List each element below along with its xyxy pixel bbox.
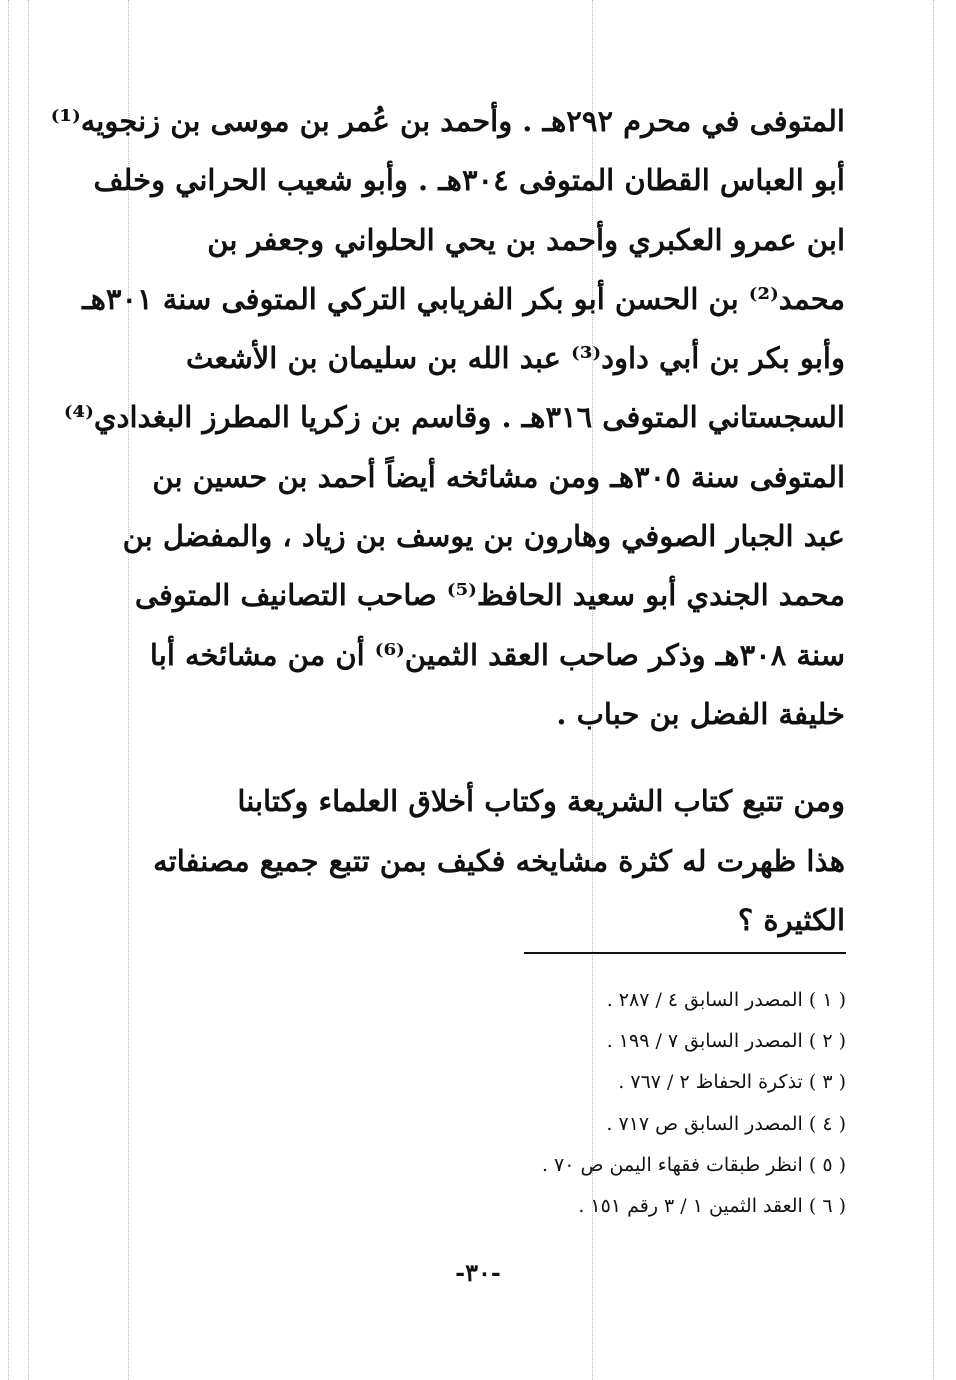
page-body xyxy=(50,92,845,950)
footnotes-list xyxy=(326,980,846,1227)
text-line: هذا ظهرت له كثرة مشايخه فكيف بمن تتبع جميع مصنفاته xyxy=(153,843,845,878)
footnote-item: ( ٤ ) المصدر السابق ص ٧١٧ . xyxy=(606,1112,846,1135)
page-number: -٣٠- xyxy=(455,1258,501,1287)
footnote-item: ( ٢ ) المصدر السابق ٧ / ١٩٩ . xyxy=(606,1030,846,1053)
text-line: ومن تتبع كتاب الشريعة وكتاب أخلاق العلماء وكتابنا xyxy=(237,784,845,819)
footnote-item: ( ٣ ) تذكرة الحفاظ ٢ / ٧٦٧ . xyxy=(618,1071,846,1094)
text-line: ابن عمرو العكبري وأحمد بن يحي الحلواني وجعفر بن xyxy=(207,222,845,257)
text-line: محمد الجندي أبو سعيد الحافظ⁽⁵⁾ صاحب التصانيف المتوفى xyxy=(134,578,845,613)
text-line: سنة ٣٠٨هـ وذكر صاحب العقد الثمين⁽⁶⁾ أن من مشائخه أبا xyxy=(149,637,845,672)
text-line: السجستاني المتوفى ٣١٦هـ . وقاسم بن زكريا المطرز البغدادي⁽⁴⁾ xyxy=(63,400,845,435)
footnote-item: ( ٥ ) انظر طبقات فقهاء اليمن ص ٧٠ . xyxy=(541,1153,846,1176)
paragraph-2 xyxy=(120,772,845,950)
paragraph-1 xyxy=(50,92,845,744)
footnote-item: ( ١ ) المصدر السابق ٤ / ٢٨٧ . xyxy=(606,989,846,1011)
scan-artifact-line xyxy=(8,0,9,1380)
text-line: خليفة الفضل بن حباب . xyxy=(556,696,845,731)
scan-artifact-line xyxy=(933,0,934,1380)
footnote-item: ( ٦ ) العقد الثمين ١ / ٣ رقم ١٥١ . xyxy=(578,1195,846,1218)
scan-artifact-line xyxy=(28,0,29,1380)
text-line: أبو العباس القطان المتوفى ٣٠٤هـ . وأبو شعيب الحراني وخلف xyxy=(93,163,845,198)
text-line: المتوفى سنة ٣٠٥هـ ومن مشائخه أيضاً أحمد بن حسين بن xyxy=(152,459,845,494)
text-line: المتوفى في محرم ٢٩٢هـ . وأحمد بن عُمر بن موسى بن زنجويه⁽¹⁾ xyxy=(50,104,845,138)
footnote-divider xyxy=(524,952,846,954)
text-line: محمد⁽²⁾ بن الحسن أبو بكر الفريابي التركي المتوفى سنة ٣٠١هـ xyxy=(82,281,845,316)
text-line: عبد الجبار الصوفي وهارون بن يوسف بن زياد ، والمفضل بن xyxy=(122,519,845,554)
text-line: وأبو بكر بن أبي داود⁽³⁾ عبد الله بن سليمان بن الأشعث xyxy=(185,341,845,376)
text-line: الكثيرة ؟ xyxy=(737,902,845,937)
